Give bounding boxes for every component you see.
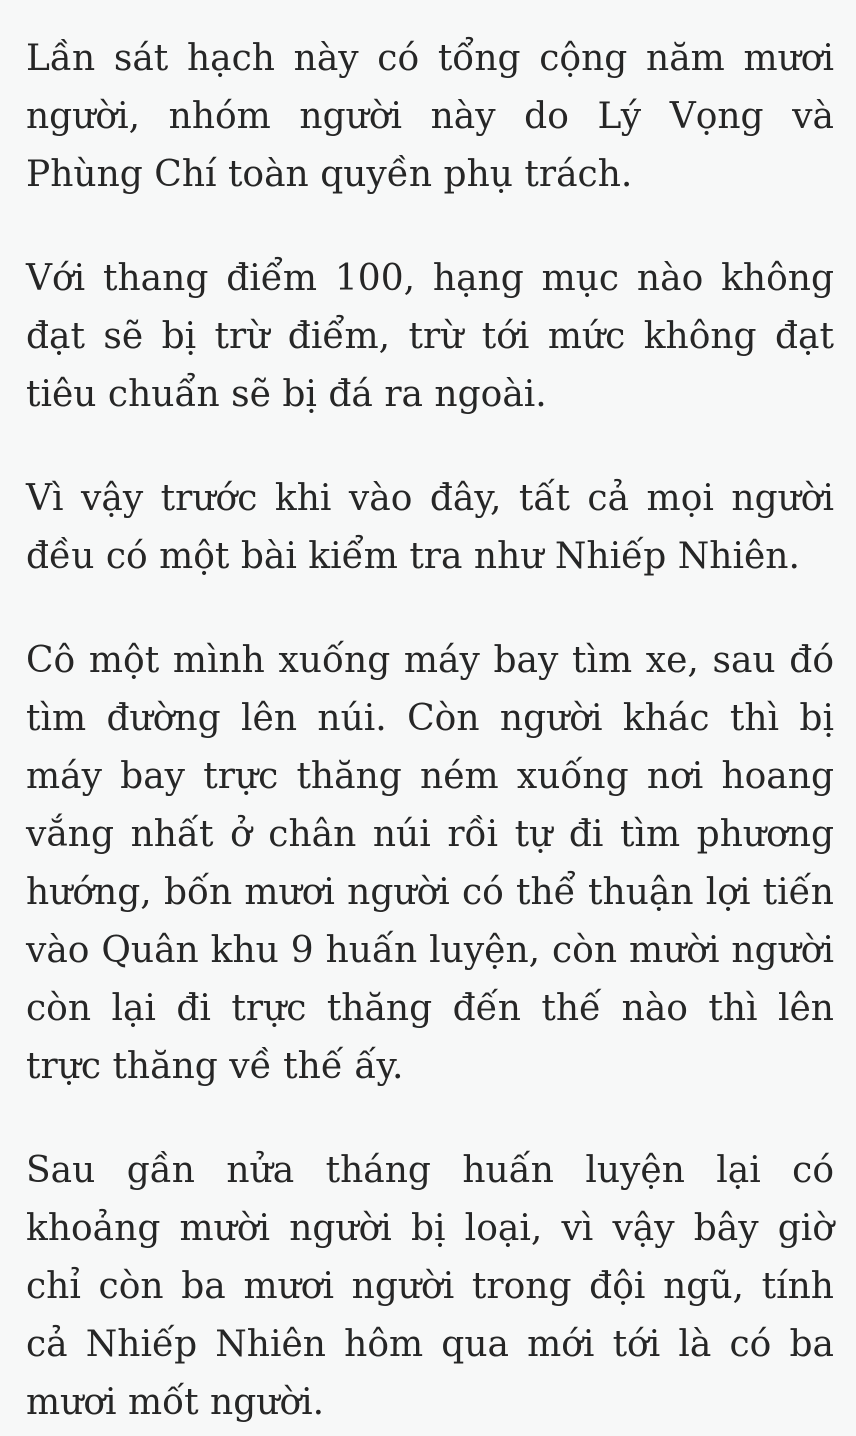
paragraph-4: Cô một mình xuống máy bay tìm xe, sau đó tìm đường lên núi. Còn người khác thì bị máy bay trực thăng ném xuống nơi hoang vắng nhất ở chân núi rồi tự đi tìm phương hướng, bốn mươi người có thể thuận lợi tiến vào Quân khu 9 huấn luyện, còn mười người còn lại đi trực thăng đến thế nào thì lên trực thăng về thế ấy. [26,640,834,1087]
paragraph-1: Lần sát hạch này có tổng cộng năm mươi người, nhóm người này do Lý Vọng và Phùng Chí toàn quyền phụ trách. [26,38,834,195]
paragraph-2: Với thang điểm 100, hạng mục nào không đạt sẽ bị trừ điểm, trừ tới mức không đạt tiêu chuẩn sẽ bị đá ra ngoài. [26,258,834,415]
paragraph-3: Vì vậy trước khi vào đây, tất cả mọi người đều có một bài kiểm tra như Nhiếp Nhiên. [26,478,834,577]
paragraph-5: Sau gần nửa tháng huấn luyện lại có khoảng mười người bị loại, vì vậy bây giờ chỉ còn ba mươi người trong đội ngũ, tính cả Nhiếp Nhiên hôm qua mới tới là có ba mươi mốt người. [26,1150,834,1423]
